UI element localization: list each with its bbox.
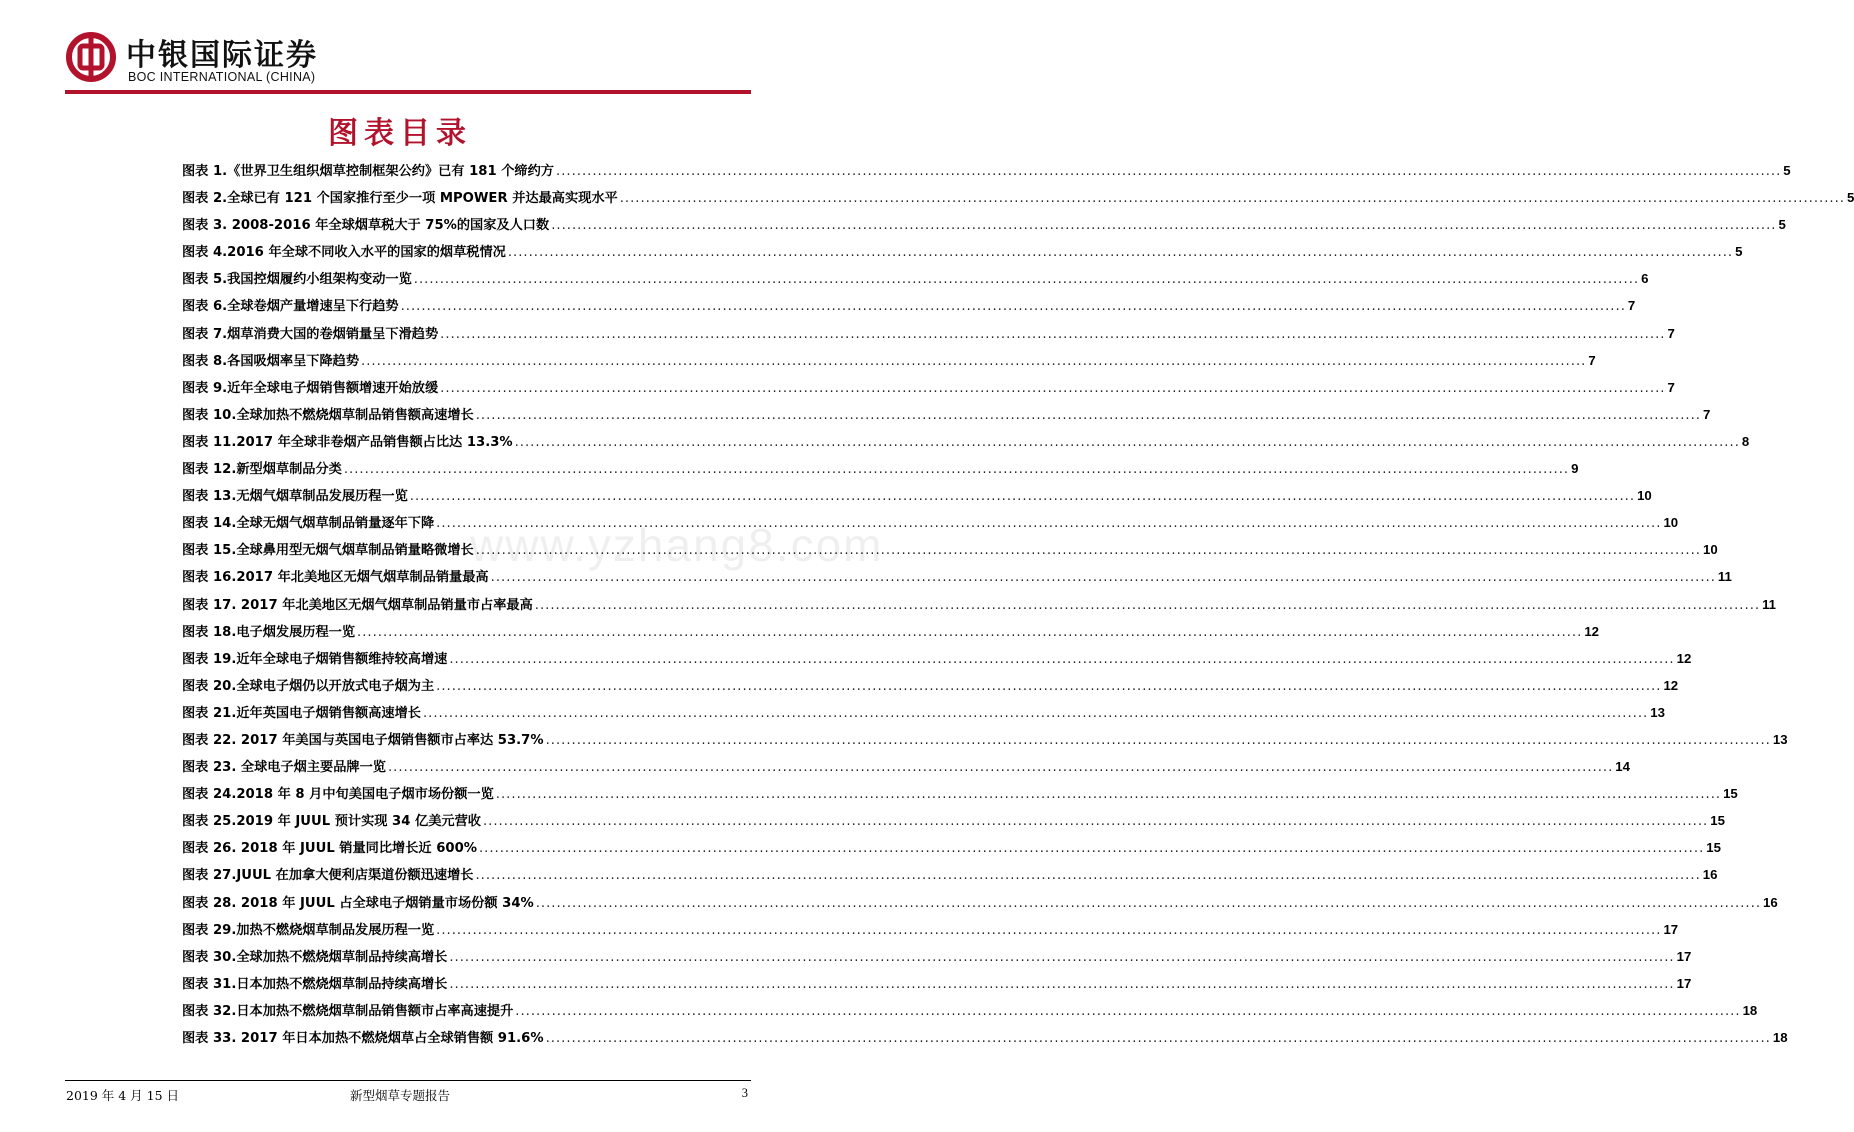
- toc-entry-page: 10: [1663, 515, 1679, 531]
- toc-entry-text: 图表 23. 全球电子烟主要品牌一览: [182, 760, 386, 776]
- toc-entry-text: 图表 12.新型烟草制品分类: [182, 462, 342, 478]
- toc-entry-page: 15: [1710, 813, 1725, 829]
- toc-entry[interactable]: [182, 292, 1636, 319]
- toc-entry[interactable]: [182, 753, 1630, 780]
- toc-entry-page: 7: [1667, 379, 1675, 395]
- toc-entry-text: 图表 8.各国吸烟率呈下降趋势: [182, 353, 360, 369]
- toc-entry-page: 12: [1676, 650, 1692, 666]
- toc-entry-text: 图表 26. 2018 年 JUUL 销量同比增长近 600%: [182, 841, 477, 857]
- toc-entry[interactable]: [182, 455, 1579, 482]
- toc-entry-text: 图表 4.2016 年全球不同收入水平的国家的烟草税情况: [182, 245, 506, 261]
- toc-leader-dots: [620, 185, 1845, 212]
- brand-name-en: BOC INTERNATIONAL (CHINA): [128, 70, 316, 84]
- toc-leader-dots: [536, 890, 1761, 917]
- toc-entry[interactable]: [182, 834, 1721, 861]
- toc-entry[interactable]: [182, 726, 1788, 753]
- toc-entry-text: 图表 30.全球加热不燃烧烟草制品持续高增长: [182, 949, 448, 965]
- toc-entry-page: 5: [1778, 217, 1786, 233]
- toc-entry-text: 图表 24.2018 年 8 月中旬美国电子烟市场份额一览: [182, 787, 494, 803]
- toc-entry-page: 13: [1772, 731, 1788, 747]
- toc-leader-dots: [515, 998, 1740, 1025]
- footer-report-title: 新型烟草专题报告: [349, 1088, 450, 1103]
- toc-entry[interactable]: [182, 211, 1786, 238]
- toc-leader-dots: [479, 835, 1704, 862]
- toc-entry-text: 图表 9.近年全球电子烟销售额增速开始放缓: [182, 380, 439, 396]
- toc-entry-text: 图表 28. 2018 年 JUUL 占全球电子烟销量市场份额 34%: [182, 895, 534, 911]
- toc-entry-page: 10: [1703, 542, 1718, 558]
- toc-leader-dots: [414, 266, 1639, 293]
- toc-entry[interactable]: [182, 861, 1718, 888]
- toc-entry[interactable]: [182, 699, 1665, 726]
- toc-entry-page: 16: [1702, 867, 1718, 883]
- toc-entry-text: 图表 13.无烟气烟草制品发展历程一览: [182, 489, 408, 505]
- toc-leader-dots: [546, 727, 1771, 754]
- toc-leader-dots: [423, 700, 1648, 727]
- toc-entry-text: 图表 29.加热不燃烧烟草制品发展历程一览: [182, 922, 435, 938]
- toc-entry-page: 7: [1588, 352, 1596, 368]
- header-divider: [65, 90, 751, 94]
- toc-entry-text: 图表 1.《世界卫生组织烟草控制框架公约》已有 181 个缔约方: [182, 164, 554, 179]
- toc-entry-text: 图表 25.2019 年 JUUL 预计实现 34 亿美元营收: [182, 814, 481, 830]
- toc-entry-text: 图表 6.全球卷烟产量增速呈下行趋势: [182, 299, 399, 315]
- toc-entry[interactable]: [182, 970, 1692, 997]
- toc-entry-text: 图表 21.近年英国电子烟销售额高速增长: [182, 705, 421, 721]
- toc-leader-dots: [361, 348, 1586, 375]
- boc-logo-icon: [66, 32, 116, 82]
- toc-entry[interactable]: [182, 618, 1599, 645]
- toc-entry[interactable]: [182, 645, 1692, 672]
- toc-entry-text: 图表 18.电子烟发展历程一览: [182, 624, 356, 640]
- toc-entry[interactable]: [182, 563, 1732, 590]
- toc-entry[interactable]: [182, 889, 1778, 916]
- toc-entry-page: 7: [1627, 298, 1636, 314]
- toc-leader-dots: [483, 808, 1708, 835]
- toc-entry-page: 14: [1615, 759, 1630, 775]
- toc-entry-text: 图表 17. 2017 年北美地区无烟气烟草制品销量市占率最高: [182, 597, 533, 613]
- toc-leader-dots: [401, 293, 1626, 320]
- toc-entry[interactable]: [182, 320, 1675, 347]
- toc-entry[interactable]: [182, 672, 1679, 699]
- toc-leader-dots: [476, 537, 1701, 564]
- watermark: www.yzhang8.com: [470, 519, 884, 571]
- toc-entry-page: 15: [1723, 786, 1738, 802]
- toc-entry-text: 图表 11.2017 年全球非卷烟产品销售额占比达 13.3%: [182, 434, 513, 450]
- toc-entry-text: 图表 33. 2017 年日本加热不燃烧烟草占全球销售额 91.6%: [182, 1031, 544, 1046]
- toc-entry-text: 图表 14.全球无烟气烟草制品销量逐年下降: [182, 516, 435, 532]
- toc-entry-page: 6: [1641, 271, 1649, 287]
- toc-leader-dots: [344, 456, 1569, 483]
- toc-leader-dots: [449, 944, 1674, 971]
- toc-entry[interactable]: [182, 916, 1679, 943]
- toc-leader-dots: [388, 754, 1613, 781]
- toc-leader-dots: [449, 971, 1674, 998]
- toc-entry-page: 11: [1762, 596, 1777, 612]
- toc-leader-dots: [440, 321, 1665, 348]
- toc-entry[interactable]: [182, 591, 1777, 618]
- toc-entry-page: 5: [1847, 190, 1854, 206]
- toc-entry-page: 17: [1676, 948, 1692, 964]
- toc-leader-dots: [515, 429, 1740, 456]
- toc-leader-dots: [410, 483, 1635, 510]
- table-of-figures: [182, 157, 1854, 1051]
- toc-entry-text: 图表 16.2017 年北美地区无烟气烟草制品销量最高: [182, 570, 489, 586]
- page-header: [0, 0, 800, 96]
- toc-entry-page: 17: [1676, 975, 1692, 991]
- toc-entry[interactable]: [182, 997, 1758, 1024]
- toc-entry[interactable]: [182, 238, 1743, 265]
- toc-leader-dots: [440, 375, 1665, 402]
- toc-entry-page: 5: [1735, 244, 1743, 260]
- toc-leader-dots: [491, 564, 1716, 591]
- toc-entry-text: 图表 10.全球加热不燃烧烟草制品销售额高速增长: [182, 407, 474, 423]
- toc-entry[interactable]: [182, 780, 1738, 807]
- toc-leader-dots: [436, 917, 1661, 944]
- toc-entry[interactable]: [182, 347, 1596, 374]
- toc-entry-page: 8: [1741, 433, 1750, 449]
- toc-entry-text: 图表 2.全球已有 121 个国家推行至少一项 MPOWER 并达最高实现水平: [182, 191, 618, 207]
- brand-name-cn: 中银国际证券: [126, 38, 318, 73]
- toc-leader-dots: [551, 212, 1776, 239]
- toc-leader-dots: [496, 781, 1721, 808]
- toc-leader-dots: [476, 402, 1701, 429]
- toc-entry[interactable]: [182, 184, 1854, 211]
- toc-leader-dots: [556, 158, 1781, 185]
- toc-entry[interactable]: [182, 401, 1711, 428]
- toc-entry-page: 5: [1783, 163, 1791, 178]
- toc-entry-text: 图表 20.全球电子烟仍以开放式电子烟为主: [182, 678, 435, 694]
- toc-entry-page: 11: [1717, 569, 1732, 585]
- toc-entry-page: 18: [1772, 1030, 1788, 1045]
- toc-entry[interactable]: [182, 509, 1679, 536]
- toc-entry-page: 18: [1742, 1002, 1758, 1018]
- toc-entry-page: 15: [1706, 840, 1721, 856]
- toc-entry-page: 7: [1667, 325, 1675, 341]
- toc-entry-page: 9: [1571, 461, 1579, 477]
- toc-entry-text: 图表 32.日本加热不燃烧烟草制品销售额市占率高速提升: [182, 1003, 514, 1019]
- toc-entry[interactable]: [182, 943, 1692, 970]
- toc-leader-dots: [475, 862, 1700, 889]
- toc-entry-page: 12: [1584, 623, 1599, 639]
- toc-entry-page: 10: [1637, 488, 1652, 504]
- toc-entry[interactable]: [182, 265, 1649, 292]
- toc-entry-page: 16: [1763, 894, 1778, 910]
- toc-entry-page: 12: [1663, 677, 1679, 693]
- toc-entry[interactable]: [182, 157, 1791, 184]
- toc-entry[interactable]: [182, 482, 1652, 509]
- toc-entry[interactable]: [182, 374, 1675, 401]
- toc-entry[interactable]: [182, 428, 1750, 455]
- footer-date: 2019 年 4 月 15 日: [66, 1088, 180, 1103]
- toc-entry-text: 图表 22. 2017 年美国与英国电子烟销售额市占率达 53.7%: [182, 732, 544, 748]
- toc-entry-text: 图表 31.日本加热不燃烧烟草制品持续高增长: [182, 976, 448, 992]
- page-title: 图表目录: [328, 116, 472, 151]
- toc-entry-page: 13: [1650, 704, 1665, 720]
- toc-leader-dots: [535, 592, 1760, 619]
- footer-page-number: 3: [741, 1086, 748, 1100]
- footer-divider: [65, 1080, 751, 1081]
- toc-entry[interactable]: [182, 1024, 1788, 1051]
- toc-entry-text: 图表 3. 2008-2016 年全球烟草税大于 75%的国家及人口数: [182, 218, 550, 234]
- toc-entry-text: 图表 27.JUUL 在加拿大便利店渠道份额迅速增长: [182, 868, 474, 884]
- toc-entry-page: 17: [1663, 921, 1679, 937]
- toc-entry[interactable]: [182, 807, 1725, 834]
- toc-entry-page: 7: [1703, 406, 1711, 422]
- toc-entry-text: 图表 19.近年全球电子烟销售额维持较高增速: [182, 651, 448, 667]
- toc-leader-dots: [508, 239, 1733, 266]
- toc-leader-dots: [436, 673, 1661, 700]
- toc-entry-text: 图表 5.我国控烟履约小组架构变动一览: [182, 272, 412, 288]
- toc-leader-dots: [357, 619, 1582, 646]
- toc-entry-text: 图表 7.烟草消费大国的卷烟销量呈下滑趋势: [182, 326, 439, 342]
- toc-entry-text: 图表 15.全球鼻用型无烟气烟草制品销量略微增长: [182, 543, 474, 559]
- toc-leader-dots: [546, 1025, 1771, 1052]
- toc-leader-dots: [436, 510, 1661, 537]
- toc-leader-dots: [449, 646, 1674, 673]
